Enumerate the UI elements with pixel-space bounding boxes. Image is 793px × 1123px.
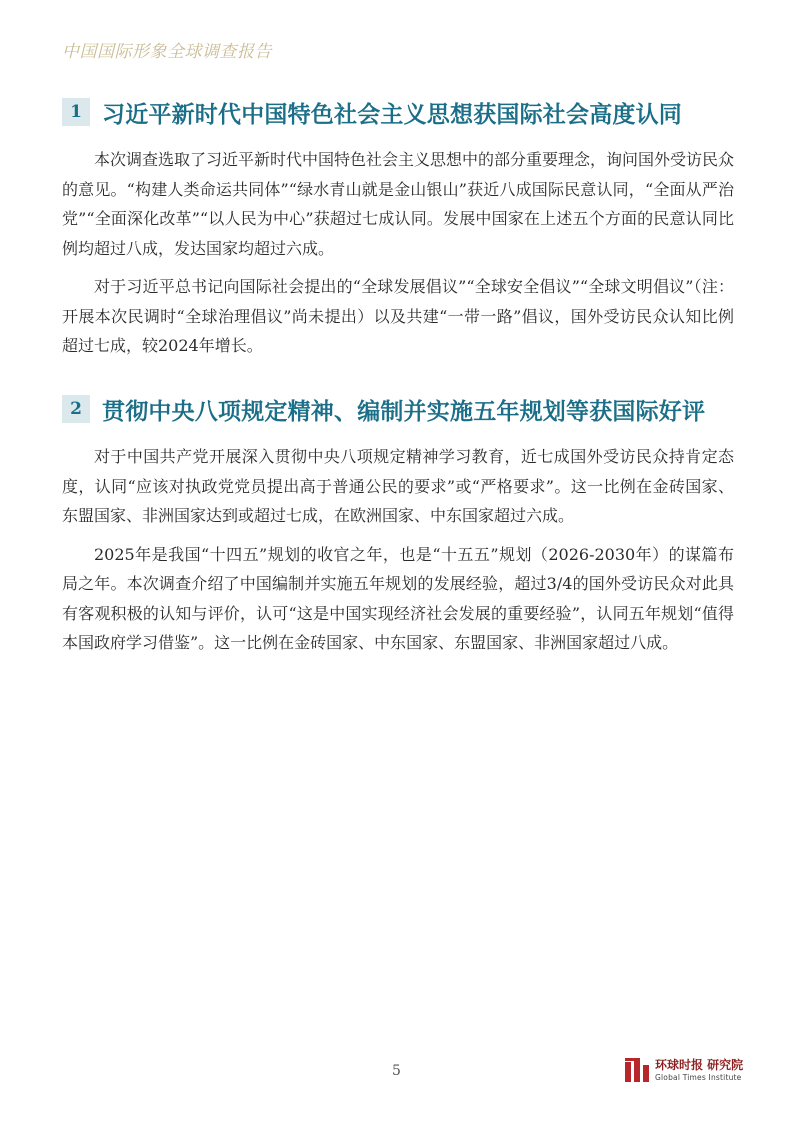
section-heading xyxy=(62,92,734,132)
section-heading xyxy=(62,389,734,429)
paragraph: 对于中国共产党开展深入贯彻中央八项规定精神学习教育，近七成国外受访民众持肯定态度，认同“应该对执政党党员提出高于普通公民的要求”或“严格要求”。这一比例在金砖国家、东盟国家、非洲国家达到或超过七成，在欧洲国家、中东国家超过六成。 xyxy=(62,447,734,525)
section-number: 1 xyxy=(62,98,90,126)
logo-chinese-text: 环球时报 研究院 xyxy=(655,1057,744,1072)
section-1 xyxy=(62,92,734,361)
section-number: 2 xyxy=(62,395,90,423)
gti-logo-icon xyxy=(624,1056,650,1084)
logo-english-text: Global Times Institute xyxy=(655,1072,742,1082)
section-2 xyxy=(62,389,734,658)
paragraph: 对于习近平总书记向国际社会提出的“全球发展倡议”“全球安全倡议”“全球文明倡议”（注：开展本次民调时“全球治理倡议”尚未提出）以及共建“一带一路”倡议，国外受访民众认知比例超过七成，较2024年增长。 xyxy=(62,277,734,355)
paragraph: 2025年是我国“十四五”规划的收官之年，也是“十五五”规划（2026-2030年）的谋篇布局之年。本次调查介绍了中国编制并实施五年规划的发展经验，超过3/4的国外受访民众对此具有客观积极的认知与评价，认可“这是中国实现经济社会发展的重要经验”，认同五年规划“值得本国政府学习借鉴”。这一比例在金砖国家、中东国家、东盟国家、非洲国家超过八成。 xyxy=(62,544,734,652)
running-header: 中国国际形象全球调查报告 xyxy=(62,42,272,62)
section-title: 习近平新时代中国特色社会主义思想获国际社会高度认同 xyxy=(102,101,682,128)
section-title: 贯彻中央八项规定精神、编制并实施五年规划等获国际好评 xyxy=(102,398,706,425)
page-number: 5 xyxy=(392,1063,401,1079)
publisher-logo xyxy=(624,1056,743,1084)
paragraph: 本次调查选取了习近平新时代中国特色社会主义思想中的部分重要理念，询问国外受访民众的意见。“构建人类命运共同体”“绿水青山就是金山银山”获近八成国际民意认同，“全面从严治党”“全面深化改革”“以人民为中心”获超过七成认同。发展中国家在上述五个方面的民意认同比例均超过八成，发达国家均超过六成。 xyxy=(62,150,735,258)
